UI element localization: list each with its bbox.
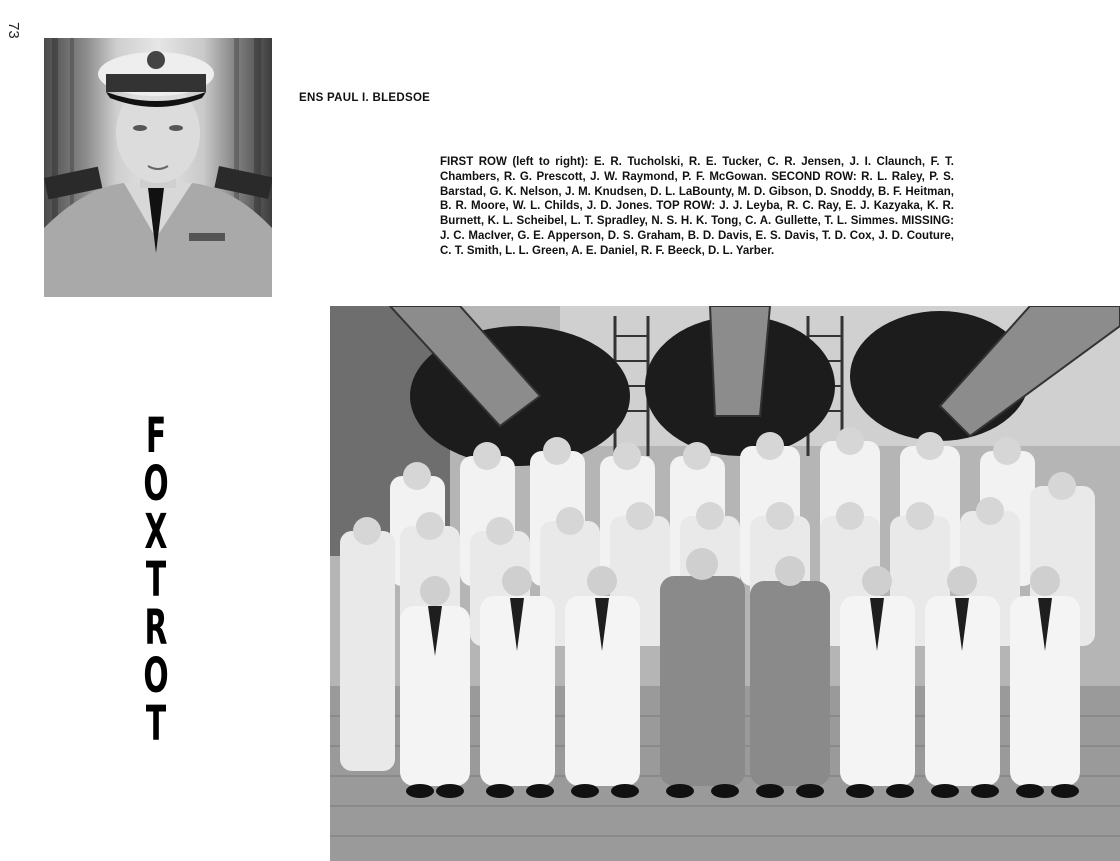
officer-portrait-photo xyxy=(44,38,272,297)
division-title-letter: T xyxy=(145,696,167,752)
division-title-letter: O xyxy=(143,648,169,704)
page-number: 73 xyxy=(5,22,22,39)
division-title xyxy=(139,408,174,752)
division-title-letter: T xyxy=(145,552,167,608)
officer-name: ENS PAUL I. BLEDSOE xyxy=(299,92,431,104)
division-title-letter: R xyxy=(144,600,168,656)
division-group-photo xyxy=(330,306,1120,861)
division-title-letter: O xyxy=(143,456,169,512)
group-photo-illustration xyxy=(330,306,1120,861)
group-photo-caption: FIRST ROW (left to right): E. R. Tucholski, R. E. Tucker, C. R. Jensen, J. I. Claunch, F. T. Chambers, R. G. Prescott, J. W. Raymond, P. F. McGowan. SECOND ROW: R. L. Raley, P. S. Barstad, G. K. Nelson, J. M. Knudsen, D. L. LaBounty, M. D. Gibson, D. Snoddy, B. F. Heitman, B. R. Moore, W. L. Childs, J. D. Jones. TOP ROW: J. J. Leyba, R. C. Ray, E. J. Kazyaka, K. R. Burnett, K. L. Scheibel, L. T. Spradley, N. S. H. K. Tong, C. A. Gullette, T. L. Simmes. MISSING: J. C. MacIver, G. E. Apperson, D. S. Graham, B. D. Davis, E. S. Davis, T. D. Cox, J. D. Couture, C. T. Smith, L. L. Green, A. E. Daniel, R. F. Beeck, D. L. Yarber. xyxy=(440,156,954,257)
division-title-letter: X xyxy=(144,504,168,560)
division-title-letter: F xyxy=(145,408,167,464)
officer-portrait-illustration xyxy=(44,38,272,297)
